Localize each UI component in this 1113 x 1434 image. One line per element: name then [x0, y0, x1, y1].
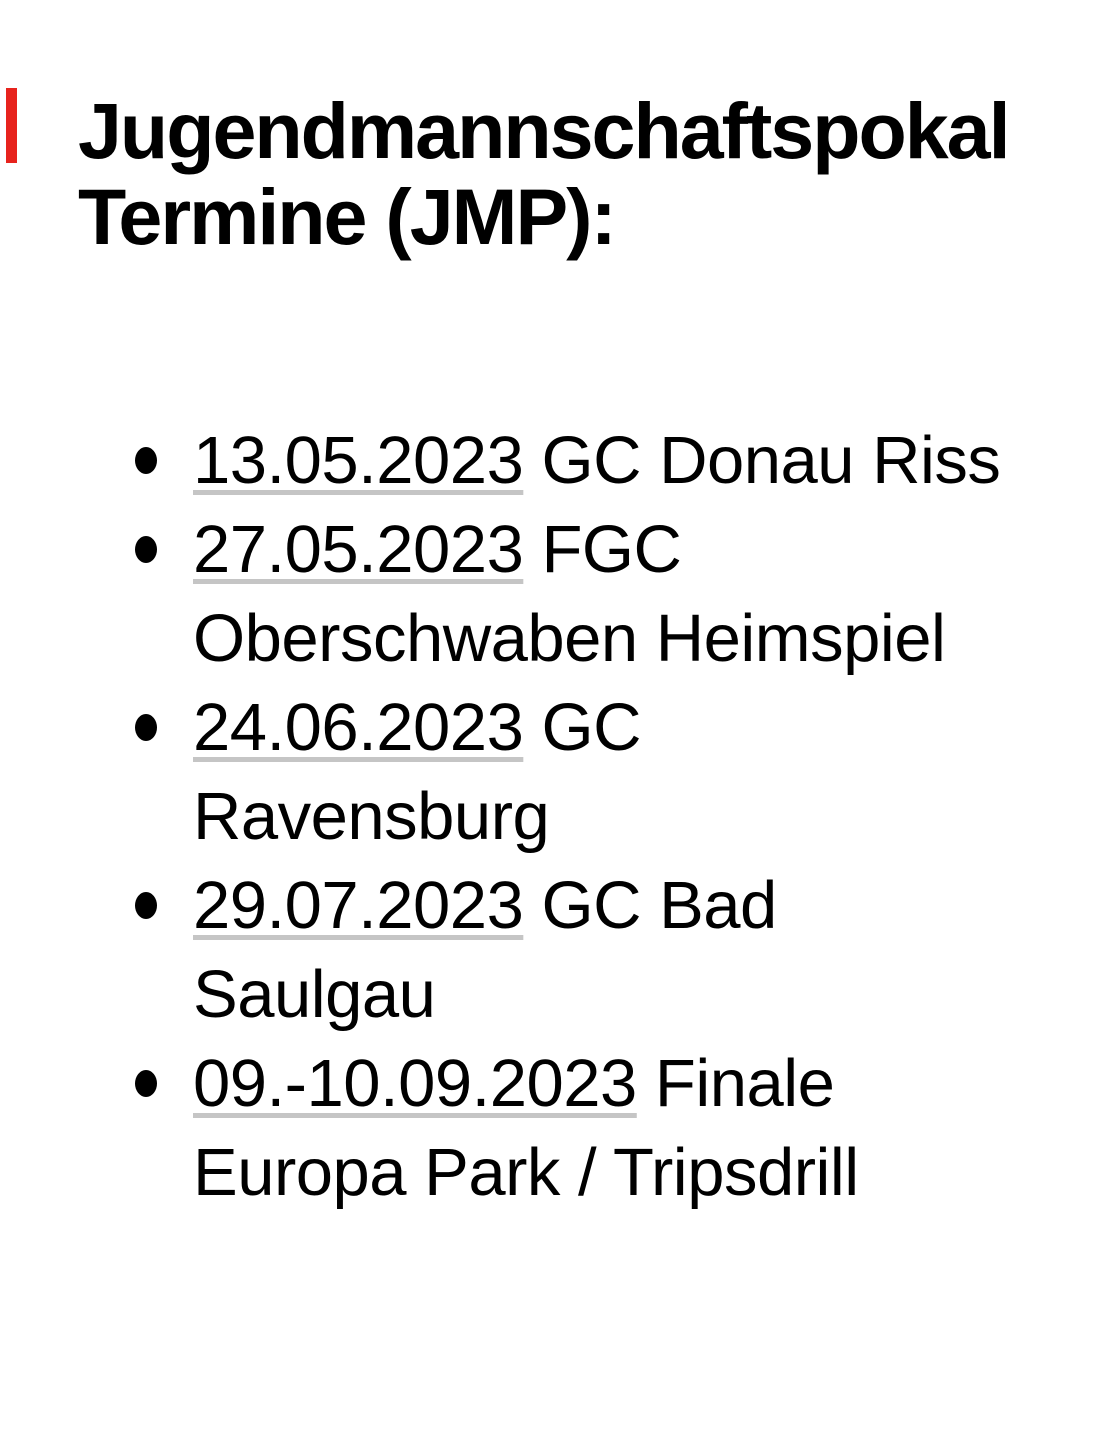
page — [0, 88, 1113, 1434]
event-name: GC — [541, 690, 641, 765]
list-item — [193, 1039, 1063, 1217]
jmp-schedule-list — [0, 416, 1103, 1217]
event-date-link[interactable]: 29.07.2023 — [193, 868, 524, 943]
bullet-icon — [135, 892, 157, 919]
bullet-icon — [135, 1070, 157, 1097]
event-date-link[interactable]: 09.-10.09.2023 — [193, 1046, 637, 1121]
page-title: Jugendmannschaftspokal Termine (JMP): — [78, 86, 1009, 261]
event-name: Finale — [654, 1046, 835, 1121]
list-item — [193, 861, 1063, 1039]
bullet-icon — [135, 447, 157, 474]
red-accent-bar — [6, 88, 17, 163]
bullet-icon — [135, 536, 157, 563]
event-name: GC Bad — [541, 868, 777, 943]
event-date-link[interactable]: 13.05.2023 — [193, 423, 524, 498]
event-name: GC Donau Riss — [541, 423, 1001, 498]
event-name-line2: Ravensburg — [193, 779, 550, 854]
list-item — [193, 505, 1063, 683]
event-date-link[interactable]: 27.05.2023 — [193, 512, 524, 587]
bullet-icon — [135, 714, 157, 741]
list-item — [193, 683, 1063, 861]
event-name: FGC — [541, 512, 682, 587]
list-item — [193, 416, 1063, 505]
event-name-line2: Oberschwaben Heimspiel — [193, 601, 946, 676]
event-name-line2: Saulgau — [193, 957, 436, 1032]
event-name-line2: Europa Park / Tripsdrill — [193, 1135, 859, 1210]
event-date-link[interactable]: 24.06.2023 — [193, 690, 524, 765]
